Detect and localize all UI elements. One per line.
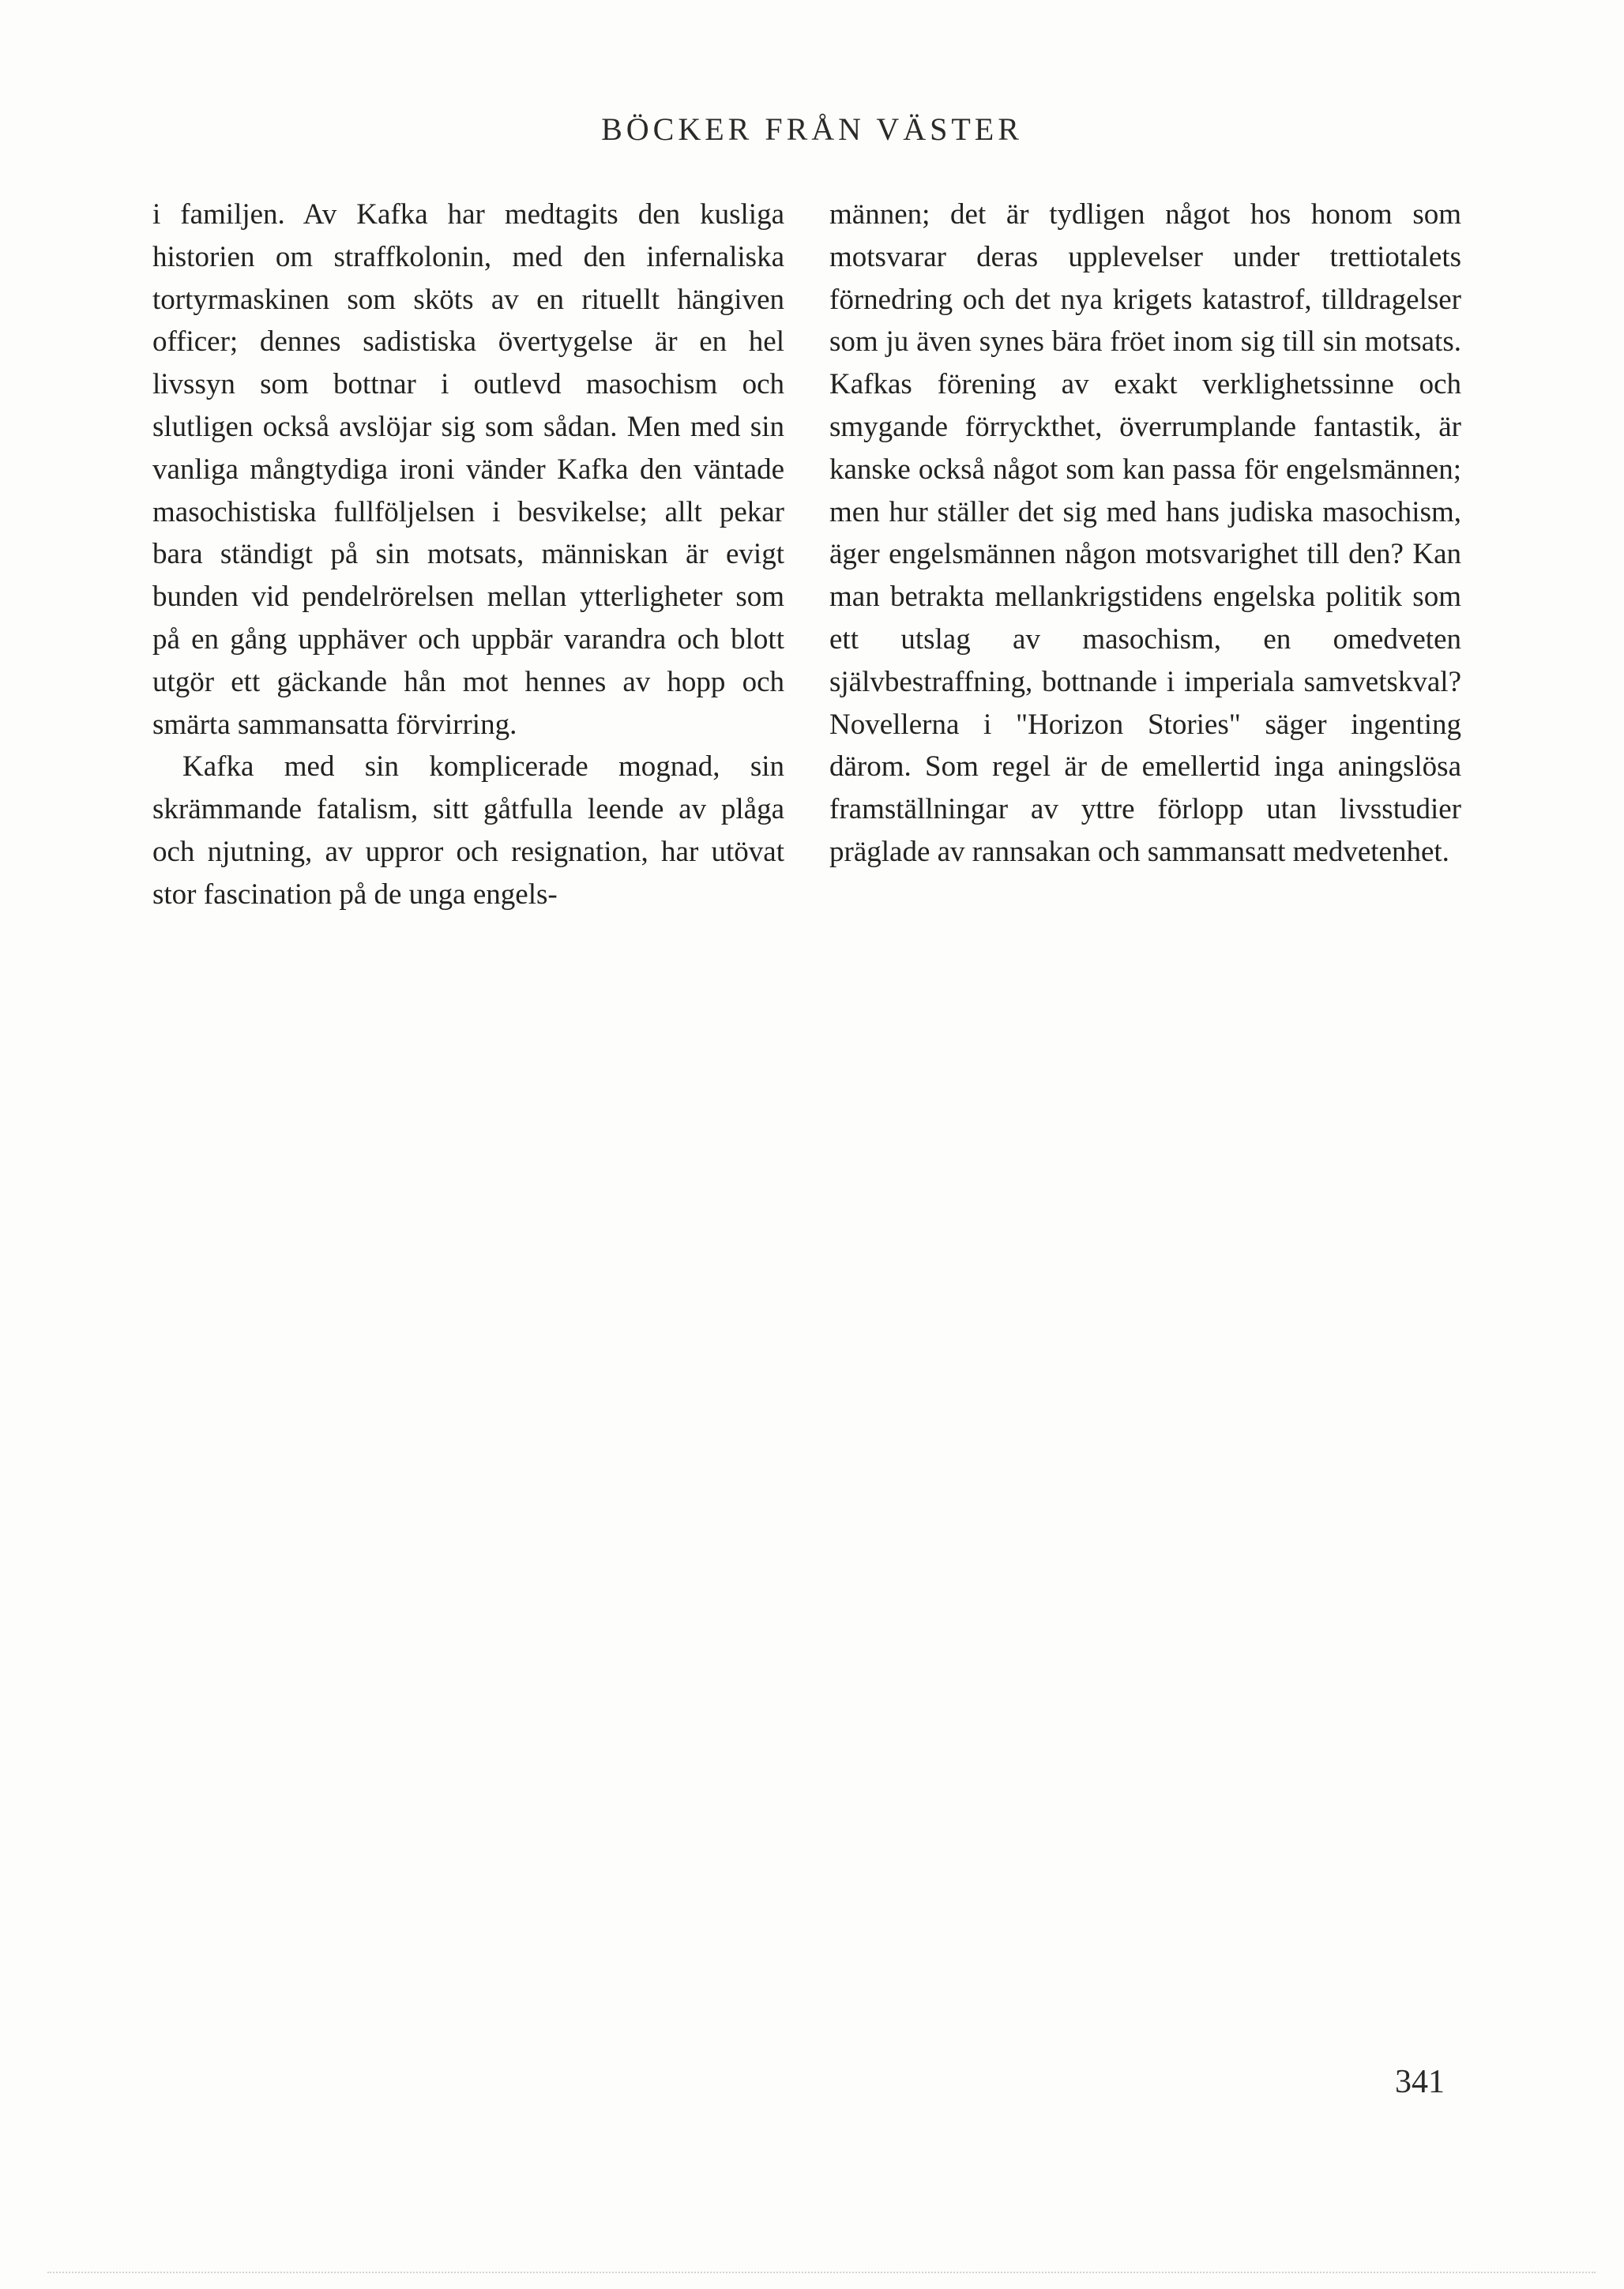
right-column	[829, 194, 1461, 874]
right-paragraph-1: männen; det är tydligen något hos honom som motsvarar deras upplevelser under trettiotalets förnedring och det nya krigets katastrof, tilldragelser som ju även synes bära fröet inom sig till sin motsats. Kafkas förening av exakt verklighetssinne och smygande förryckthet, överrumplande fantastik, är kanske också något som kan passa för engelsmännen; men hur ställer det sig med hans judiska masochism, äger engelsmännen någon motsvarighet till den? Kan man betrakta mellankrigstidens engelska politik som ett utslag av masochism, en omedveten självbestraffning, bottnande i imperiala samvetskval? Novellerna i "Horizon Stories" säger ingenting därom. Som regel är de emellertid inga aningslösa framställningar av yttre förlopp utan livsstudier präglade av rannsakan och sammansatt medvetenhet.	[829, 198, 1461, 868]
page-number: 341	[1395, 2064, 1445, 2100]
left-column	[152, 194, 784, 916]
left-paragraph-1: i familjen. Av Kafka har medtagits den kusliga historien om straffkolonin, med den infernaliska tortyrmaskinen som sköts av en rituellt hängiven officer; dennes sadistiska övertygelse är en hel livssyn som bottnar i outlevd masochism och slutligen också avslöjar sig som sådan. Men med sin vanliga mångtydiga ironi vänder Kafka den väntade masochistiska fullföljelsen i besvikelse; allt pekar bara ständigt på sin motsats, människan är evigt bunden vid pendelrörelsen mellan ytterligheter som på en gång upphäver och uppbär varandra och blott utgör ett gäckande hån mot hennes av hopp och smärta sammansatta förvirring.	[152, 198, 784, 741]
scan-edge-divider	[47, 2272, 1596, 2273]
running-head: BÖCKER FRÅN VÄSTER	[601, 111, 1023, 147]
left-paragraph-2: Kafka med sin komplicerade mognad, sin skrämmande fatalism, sitt gåtfulla leende av plåga och njutning, av uppror och resignation, har utövat stor fascination på de unga engels-	[152, 750, 784, 911]
